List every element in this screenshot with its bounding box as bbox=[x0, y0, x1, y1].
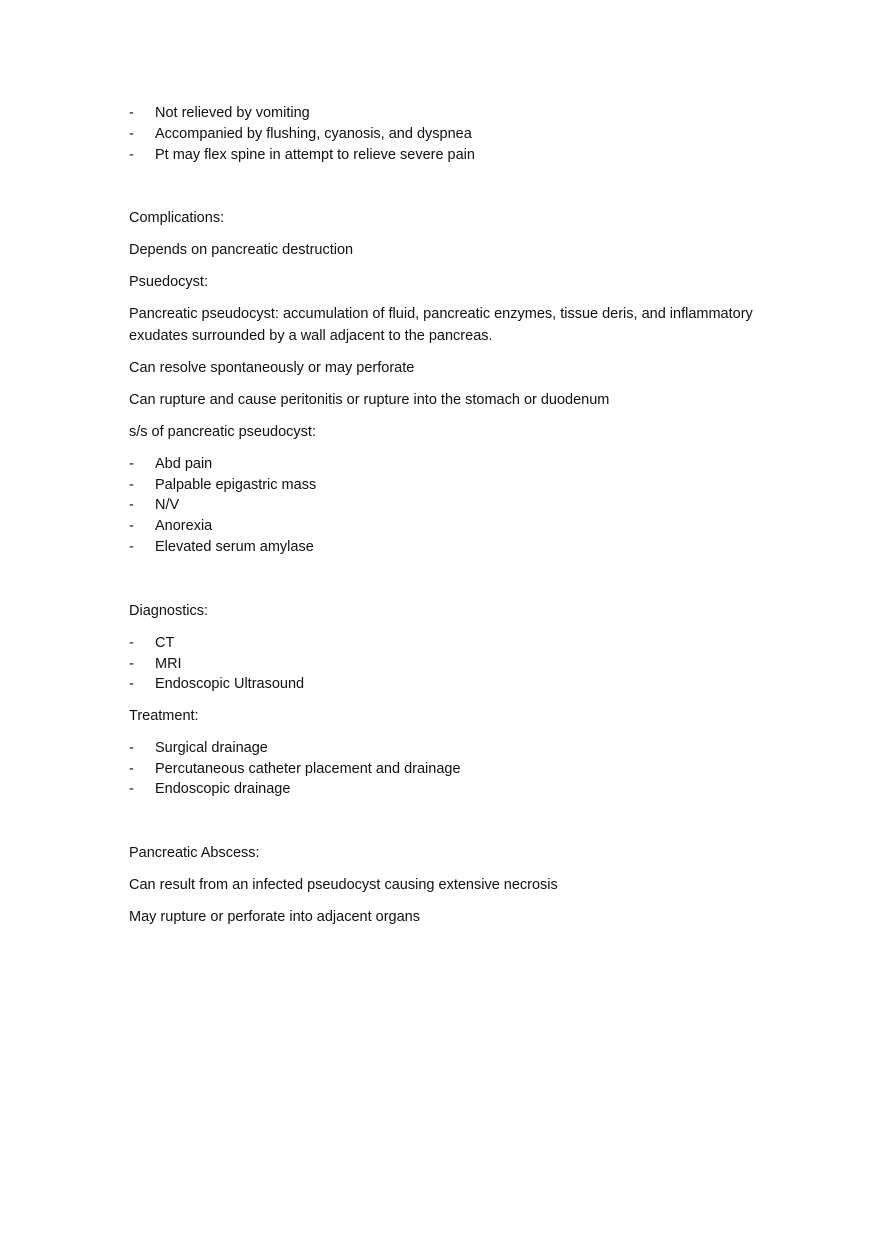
list-item-text: Endoscopic drainage bbox=[155, 781, 291, 798]
complications-heading: Complications: bbox=[129, 210, 225, 227]
list-item bbox=[129, 633, 769, 654]
list-dash: - bbox=[129, 125, 134, 142]
list-item-text: CT bbox=[155, 634, 175, 651]
list-item bbox=[129, 674, 769, 695]
abscess-line-1: Can result from an infected pseudocyst causing extensive necrosis bbox=[129, 877, 558, 894]
list-item bbox=[129, 654, 769, 675]
list-dash: - bbox=[129, 655, 134, 672]
pseudocyst-resolve: Can resolve spontaneously or may perforate bbox=[129, 359, 415, 376]
list-item-text: Accompanied by flushing, cyanosis, and dyspnea bbox=[155, 125, 472, 142]
list-dash: - bbox=[129, 497, 134, 514]
pseudocyst-definition: Pancreatic pseudocyst: accumulation of fluid, pancreatic enzymes, tissue deris, and inflammatory exudates surrounded by a wall adjacent to the pancreas. bbox=[129, 306, 753, 344]
symptom-list bbox=[129, 103, 769, 165]
list-item bbox=[129, 103, 769, 124]
list-item bbox=[129, 495, 769, 516]
list-item bbox=[129, 454, 769, 475]
list-dash: - bbox=[129, 676, 134, 693]
list-item-text: Palpable epigastric mass bbox=[155, 476, 317, 493]
list-item-text: Pt may flex spine in attempt to relieve severe pain bbox=[155, 146, 475, 163]
list-item-text: Elevated serum amylase bbox=[155, 539, 314, 556]
abscess-heading: Pancreatic Abscess: bbox=[129, 845, 260, 862]
list-item bbox=[129, 475, 769, 496]
list-item-text: Surgical drainage bbox=[155, 739, 268, 756]
diagnostics-heading: Diagnostics: bbox=[129, 602, 208, 619]
list-item bbox=[129, 738, 769, 759]
list-dash: - bbox=[129, 476, 134, 493]
list-dash: - bbox=[129, 539, 134, 556]
list-dash: - bbox=[129, 105, 134, 121]
pseudocyst-heading: Psuedocyst: bbox=[129, 274, 208, 291]
list-item-text: Percutaneous catheter placement and drainage bbox=[155, 760, 461, 777]
list-item-text: MRI bbox=[155, 655, 182, 672]
list-dash: - bbox=[129, 634, 134, 651]
list-dash: - bbox=[129, 146, 134, 163]
list-dash: - bbox=[129, 455, 134, 472]
pseudocyst-rupture: Can rupture and cause peritonitis or rupture into the stomach or duodenum bbox=[129, 391, 610, 408]
treatment-list bbox=[129, 738, 769, 800]
abscess-line-2: May rupture or perforate into adjacent organs bbox=[129, 909, 420, 926]
list-dash: - bbox=[129, 739, 134, 756]
list-item bbox=[129, 779, 769, 800]
diagnostics-list bbox=[129, 633, 769, 695]
pseudocyst-ss-heading: s/s of pancreatic pseudocyst: bbox=[129, 423, 316, 440]
list-item-text: N/V bbox=[155, 497, 180, 514]
document-page bbox=[129, 103, 769, 929]
list-item bbox=[129, 759, 769, 780]
list-item-text: Endoscopic Ultrasound bbox=[155, 676, 305, 693]
pseudocyst-ss-list bbox=[129, 454, 769, 558]
list-item bbox=[129, 516, 769, 537]
list-item-text: Not relieved by vomiting bbox=[155, 105, 310, 121]
complications-intro: Depends on pancreatic destruction bbox=[129, 242, 354, 259]
list-item bbox=[129, 145, 769, 166]
list-dash: - bbox=[129, 760, 134, 777]
list-item bbox=[129, 537, 769, 558]
list-dash: - bbox=[129, 518, 134, 535]
list-item-text: Abd pain bbox=[155, 455, 213, 472]
list-dash: - bbox=[129, 781, 134, 798]
treatment-heading: Treatment: bbox=[129, 707, 199, 724]
list-item-text: Anorexia bbox=[155, 518, 213, 535]
list-item bbox=[129, 124, 769, 145]
